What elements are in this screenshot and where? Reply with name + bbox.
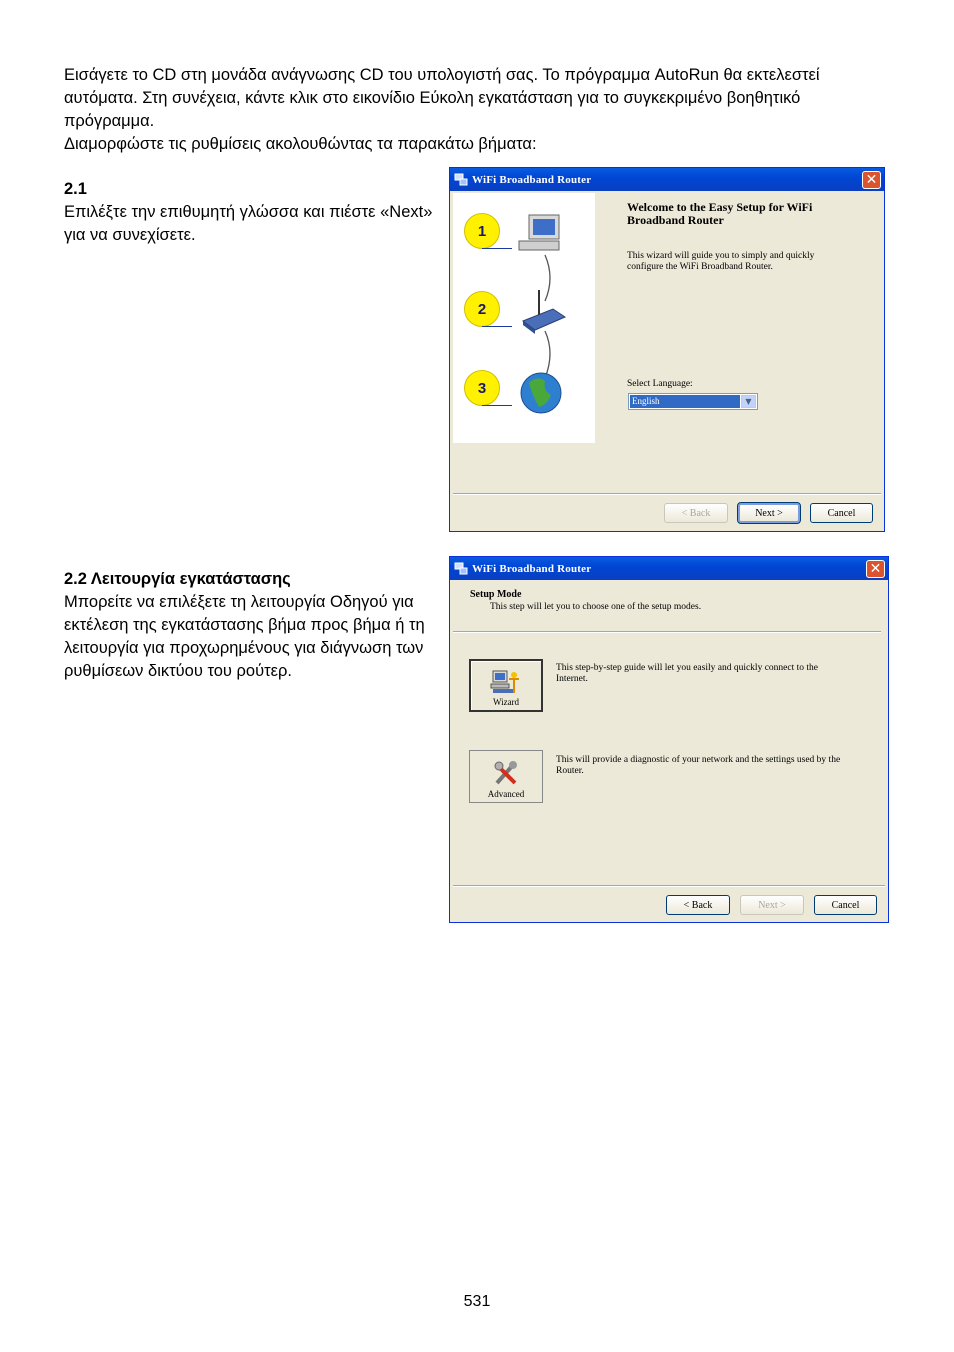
section-2-2 [64, 568, 442, 683]
back-button[interactable]: < Back [666, 895, 730, 915]
back-button[interactable]: < Back [664, 503, 728, 523]
title-bar[interactable] [450, 168, 884, 191]
chevron-down-icon[interactable]: ▼ [741, 395, 756, 408]
section-heading: 2.1 [64, 180, 87, 198]
app-icon [454, 173, 468, 186]
title-bar[interactable] [450, 557, 888, 580]
language-dialog-window [449, 167, 885, 532]
app-icon [454, 562, 468, 575]
section-2-1 [64, 178, 444, 247]
window-title: WiFi Broadband Router [472, 173, 592, 186]
advanced-description: This will provide a diagnostic of your network and the settings used by the Router. [556, 755, 841, 776]
close-icon[interactable]: ✕ [866, 560, 885, 578]
section-text: Μπορείτε να επιλέξετε τη λειτουργία Οδηγού για εκτέλεση της εγκατάστασης βήμα προς βήμα ή τη λειτουργία για προχωρημένους για διάγνωση των ρυθμίσεων δικτύου του ρούτερ. [64, 593, 425, 680]
tools-icon [489, 759, 523, 789]
divider [453, 493, 881, 495]
wizard-label: Wizard [492, 697, 520, 707]
language-select[interactable] [628, 393, 758, 410]
computer-icon [519, 215, 559, 250]
close-icon[interactable]: ✕ [862, 171, 881, 189]
language-selected-value: English [630, 395, 740, 408]
intro-paragraph-1: Εισάγετε το CD στη μονάδα ανάγνωσης CD του υπολογιστή σας. Το πρόγραμμα AutoRun θα εκτελεστεί αυτόματα. Στη συνέχεια, κάντε κλικ στο εικονίδιο Εύκολη εγκατάσταση για το συγκεκριμένο βοηθητικό πρόγραμμα. [64, 66, 820, 130]
section-text: Επιλέξτε την επιθυμητή γλώσσα και πιέστε «Next» για να συνεχίσετε. [64, 203, 433, 244]
step-1-badge: 1 [464, 213, 500, 249]
divider [453, 631, 881, 633]
next-button[interactable]: Next > [740, 895, 804, 915]
page-number: 531 [463, 1293, 491, 1310]
step-underline [482, 326, 512, 327]
step-3-badge: 3 [464, 370, 500, 406]
setup-mode-title: Setup Mode [470, 589, 522, 600]
setup-mode-subtitle: This step will let you to choose one of the setup modes. [490, 602, 702, 612]
router-icon [523, 290, 565, 334]
divider [453, 885, 885, 887]
window-title: WiFi Broadband Router [472, 562, 592, 575]
wizard-icon [489, 667, 523, 697]
language-label: Select Language: [627, 379, 693, 389]
wizard-description: This wizard will guide you to simply and quickly configure the WiFi Broadband Router. [627, 251, 815, 272]
globe-icon [521, 373, 561, 413]
section-heading: 2.2 Λειτουργία εγκατάστασης [64, 570, 291, 588]
cancel-button[interactable]: Cancel [814, 895, 877, 915]
welcome-heading: Welcome to the Easy Setup for WiFi Broadband Router [627, 200, 813, 227]
step-2-badge: 2 [464, 291, 500, 327]
intro-paragraph-2: Διαμορφώστε τις ρυθμίσεις ακολουθώντας τα παρακάτω βήματα: [64, 135, 537, 153]
next-button[interactable]: Next > [738, 503, 800, 523]
steps-panel [453, 193, 595, 443]
setup-mode-dialog-window [449, 556, 889, 923]
step-underline [482, 248, 512, 249]
intro-text [64, 64, 894, 156]
step-underline [482, 405, 512, 406]
advanced-button[interactable] [469, 750, 543, 803]
wizard-description: This step-by-step guide will let you easily and quickly connect to the Internet. [556, 663, 818, 684]
advanced-label: Advanced [487, 789, 525, 799]
wizard-button[interactable] [469, 659, 543, 712]
cancel-button[interactable]: Cancel [810, 503, 873, 523]
